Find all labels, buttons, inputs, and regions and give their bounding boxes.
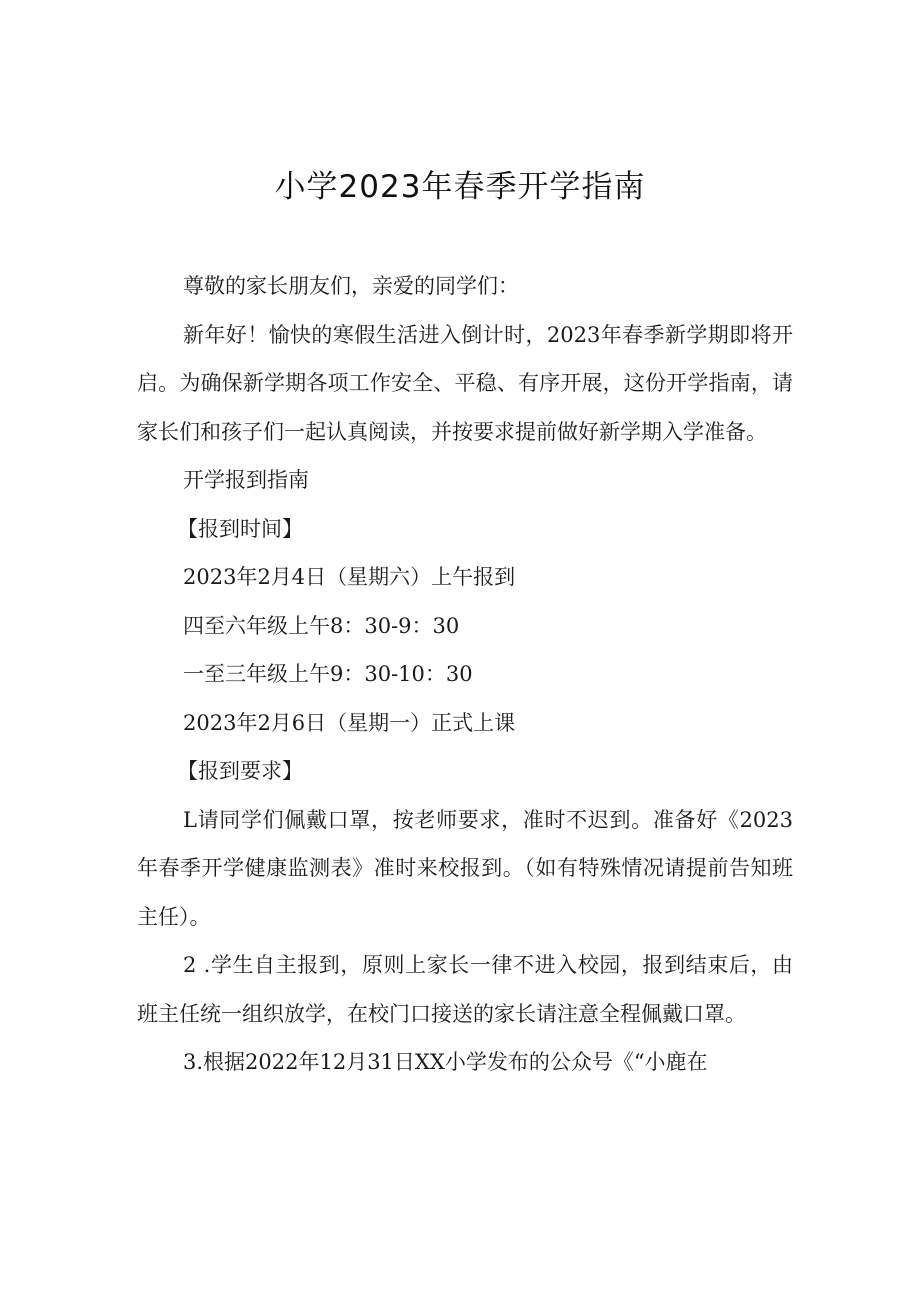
requirement-item: 2 .学生自主报到，原则上家长一律不进入校园，报到结束后，由班主任统一组织放学，在校门口接送的家长请注意全程佩戴口罩。 — [137, 953, 793, 1026]
document-title: 小学2023年春季开学指南 — [274, 169, 646, 205]
document-body — [137, 262, 793, 1087]
time-line: 一至三年级上午9：30-10：30 — [183, 662, 473, 686]
time-line: 2023年2月4日（星期六）上午报到 — [183, 565, 516, 589]
time-heading: 【报到时间】 — [177, 516, 303, 541]
time-line: 四至六年级上午8：30-9：30 — [183, 613, 460, 638]
requirement-item: L请同学们佩戴口罩，按老师要求，准时不迟到。准备好《2023年春季开学健康监测表》准时来校报到。（如有特殊情况请提前告知班主任）。 — [137, 807, 793, 929]
greeting-paragraph: 尊敬的家长朋友们，亲爱的同学们： — [183, 274, 519, 298]
intro-paragraph: 新年好！愉快的寒假生活进入倒计时，2023年春季新学期即将开启。为确保新学期各项工作安全、平稳、有序开展，这份开学指南，请家长们和孩子们一起认真阅读，并按要求提前做好新学期入学准备。 — [137, 322, 793, 444]
requirements-heading: 【报到要求】 — [177, 759, 303, 783]
section-heading: 开学报到指南 — [183, 468, 309, 492]
requirement-item: 3.根据2022年12月31日XX小学发布的公众号《“小鹿在 — [183, 1050, 708, 1074]
time-line: 2023年2月6日（星期一）正式上课 — [183, 710, 516, 735]
